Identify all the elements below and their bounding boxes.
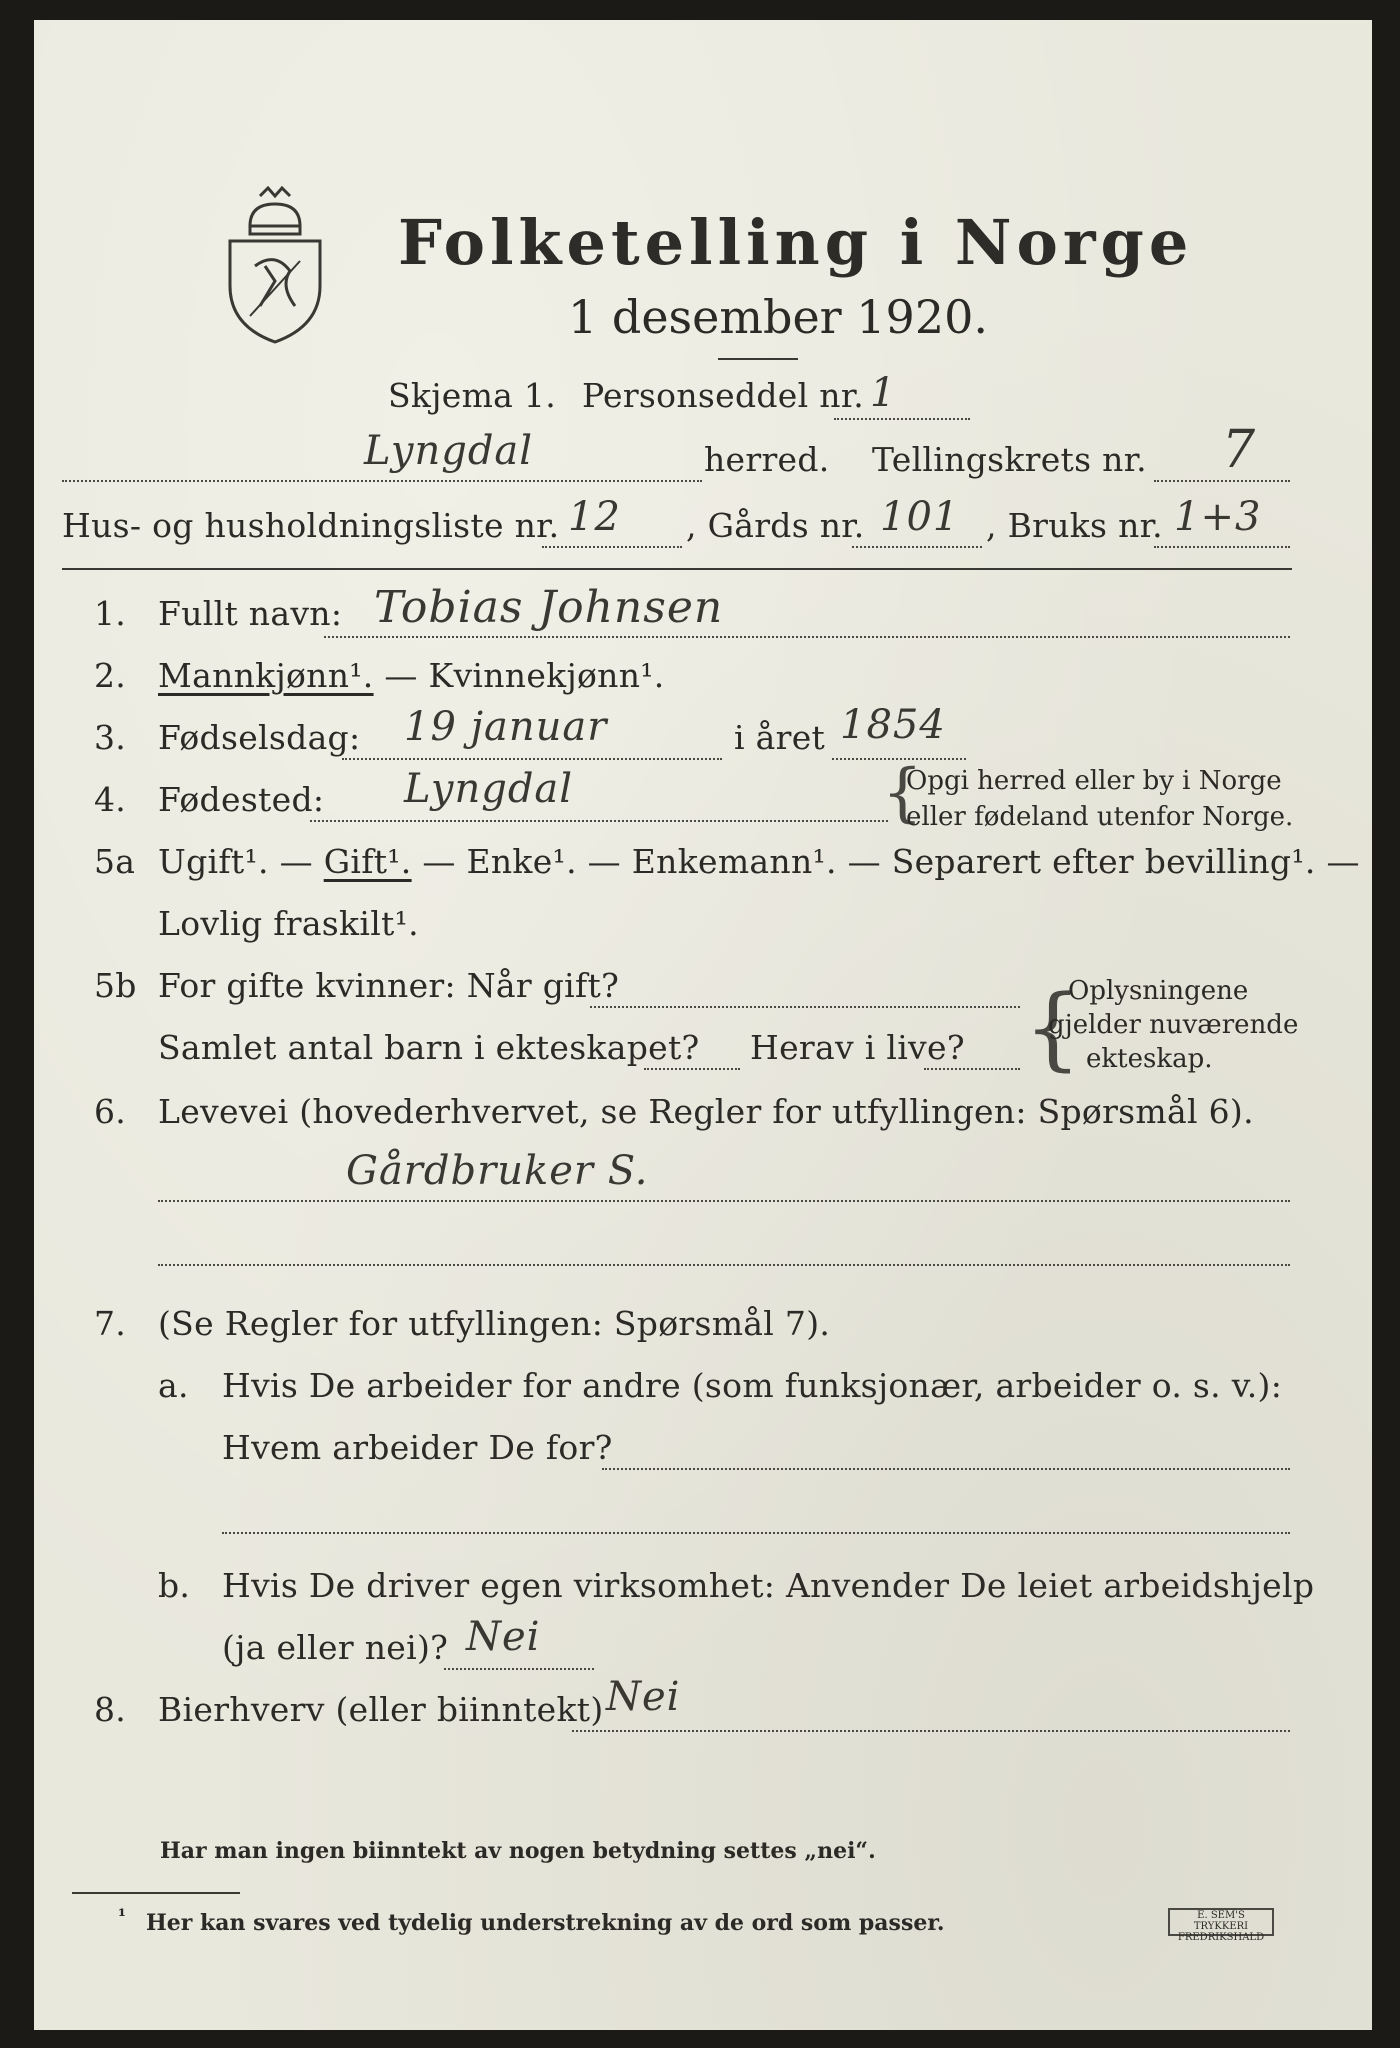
- q6-dotline-1: [158, 1200, 1290, 1202]
- household-list-label: Hus- og husholdningsliste nr.: [62, 506, 560, 545]
- q5b-label-children: Samlet antal barn i ekteskapet?: [158, 1028, 700, 1067]
- bruks-value: 1+3: [1174, 494, 1262, 540]
- footnote-divider: [72, 1892, 240, 1894]
- q7-number: 7.: [94, 1304, 127, 1343]
- q4-brace: {: [882, 756, 923, 830]
- q7a-dotline-2: [222, 1532, 1290, 1534]
- q7-label: (Se Regler for utfyllingen: Spørsmål 7).: [158, 1304, 831, 1343]
- tellingskrets-dotline: [1154, 480, 1290, 482]
- q7b-number: b.: [158, 1566, 191, 1605]
- census-form-sheet: [34, 20, 1372, 2030]
- gender-male: Mannkjønn¹.: [158, 656, 374, 695]
- q5b-brace: {: [1024, 976, 1082, 1081]
- header-divider: [62, 568, 1292, 570]
- personseddel-value: 1: [870, 370, 897, 416]
- q3-dotline: [342, 758, 722, 760]
- status-ugift: Ugift¹.: [158, 842, 269, 881]
- gender-separator: —: [373, 656, 429, 695]
- q5b-label-alive: Herav i live?: [750, 1028, 965, 1067]
- q1-full-name: Tobias Johnsen: [374, 582, 724, 633]
- q1-dotline: [324, 636, 1290, 638]
- printer-stamp: E. SEM'S TRYKKERI FREDRIKSHALD: [1168, 1908, 1274, 1936]
- q7a-dotline-1: [602, 1468, 1290, 1470]
- gards-value: 101: [880, 494, 960, 540]
- q6-dotline-2: [158, 1264, 1290, 1266]
- q6-occupation: Gårdbruker S.: [346, 1148, 649, 1194]
- footer-note: Har man ingen biinntekt av nogen betydning settes „nei“.: [160, 1838, 876, 1864]
- q4-number: 4.: [94, 780, 127, 819]
- status-rest: — Enke¹. — Enkemann¹. — Separert efter bevilling¹. —: [411, 842, 1360, 881]
- q7b-dotline: [444, 1668, 594, 1670]
- q3-birthdate: 19 januar: [404, 704, 608, 750]
- q5a-number: 5a: [94, 842, 136, 881]
- q5b-number: 5b: [94, 966, 137, 1005]
- q3-label: Fødselsdag:: [158, 718, 361, 757]
- bruks-dotline: [1154, 546, 1290, 548]
- q4-birthplace: Lyngdal: [404, 766, 574, 812]
- gender-female: Kvinnekjønn¹.: [428, 656, 665, 695]
- q8-answer: Nei: [606, 1674, 681, 1720]
- q4-label: Fødested:: [158, 780, 325, 819]
- personseddel-dotline: [834, 418, 970, 420]
- q7a-number: a.: [158, 1366, 189, 1405]
- status-gift: Gift¹.: [323, 842, 412, 881]
- q5b-note-line3: ekteskap.: [1086, 1044, 1213, 1074]
- coat-of-arms-icon: [220, 186, 330, 346]
- tellingskrets-label: Tellingskrets nr.: [872, 440, 1147, 479]
- title-divider: [718, 358, 798, 360]
- q7a-label1: Hvis De arbeider for andre (som funksjonær, arbeider o. s. v.):: [222, 1366, 1283, 1405]
- q1-number: 1.: [94, 594, 127, 633]
- q5b-married-dotline: [590, 1006, 1020, 1008]
- herred-label: herred.: [704, 440, 830, 479]
- q2-gender: [158, 656, 665, 695]
- herred-value: Lyngdal: [364, 428, 534, 474]
- personseddel-label: Personseddel nr.: [582, 376, 865, 415]
- q5b-note-line2: gjelder nuværende: [1048, 1010, 1299, 1040]
- q4-note-line1: Opgi herred eller by i Norge: [906, 766, 1282, 796]
- household-list-value: 12: [568, 494, 621, 540]
- q5b-label-married: For gifte kvinner: Når gift?: [158, 966, 620, 1005]
- q3-number: 3.: [94, 718, 127, 757]
- footnote-mark: ¹: [118, 1906, 126, 1927]
- bruks-label: , Bruks nr.: [986, 506, 1163, 545]
- gards-dotline: [852, 546, 982, 548]
- q4-note-line2: eller fødeland utenfor Norge.: [906, 802, 1294, 832]
- tellingskrets-value: 7: [1222, 420, 1257, 480]
- q8-dotline: [572, 1730, 1290, 1732]
- q8-number: 8.: [94, 1690, 127, 1729]
- herred-dotline: [62, 480, 702, 482]
- q5a-status: [158, 842, 1360, 881]
- q6-label: Levevei (hovederhvervet, se Regler for utfyllingen: Spørsmål 6).: [158, 1092, 1254, 1131]
- census-date: 1 desember 1920.: [568, 290, 988, 344]
- q7b-label2: (ja eller nei)?: [222, 1628, 449, 1667]
- q4-dotline: [310, 820, 888, 822]
- form-title: Folketelling i Norge: [398, 206, 1194, 279]
- gards-label: , Gårds nr.: [686, 506, 865, 545]
- status-sep: —: [268, 842, 324, 881]
- q3-birth-year: 1854: [840, 702, 946, 748]
- q3-year-label: i året: [734, 718, 826, 757]
- q5b-children-dotline: [644, 1068, 740, 1070]
- schema-label: Skjema 1.: [388, 376, 557, 415]
- q5b-alive-dotline: [924, 1068, 1020, 1070]
- q5a-line2: Lovlig fraskilt¹.: [158, 904, 419, 943]
- footnote-text: Her kan svares ved tydelig understrekning av de ord som passer.: [146, 1910, 945, 1936]
- q6-number: 6.: [94, 1092, 127, 1131]
- q7b-label1: Hvis De driver egen virksomhet: Anvender De leiet arbeidshjelp: [222, 1566, 1315, 1605]
- q7b-answer: Nei: [466, 1614, 541, 1660]
- household-list-dotline: [542, 546, 682, 548]
- q2-number: 2.: [94, 656, 127, 695]
- q7a-label2: Hvem arbeider De for?: [222, 1428, 613, 1467]
- q1-label: Fullt navn:: [158, 594, 343, 633]
- q5b-note-line1: Oplysningene: [1068, 976, 1249, 1006]
- q8-label: Bierhverv (eller biinntekt): [158, 1690, 604, 1729]
